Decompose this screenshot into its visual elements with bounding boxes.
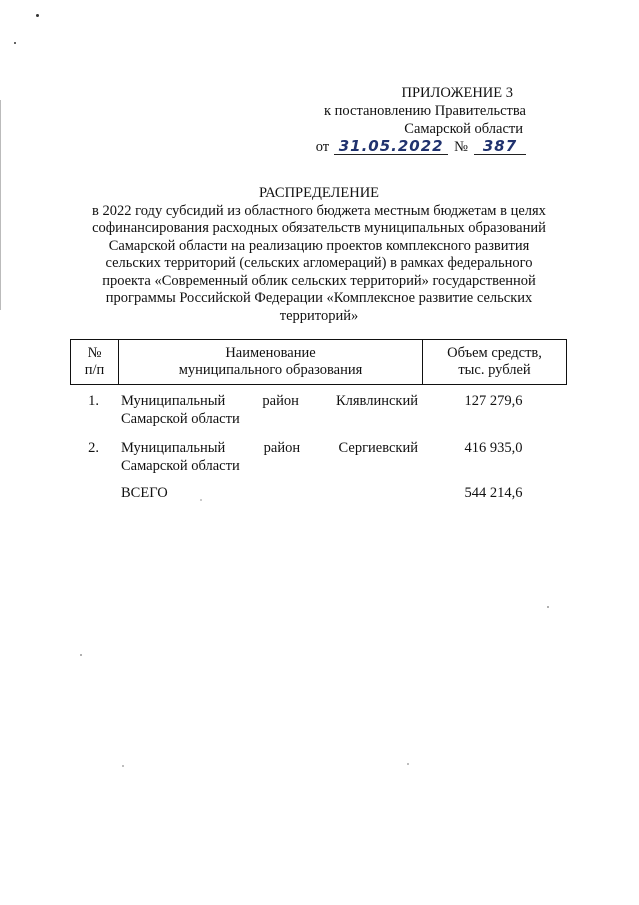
header-number-line2: п/п	[84, 362, 105, 378]
row-name	[117, 440, 420, 475]
handwritten-date: 31.05.2022	[334, 138, 448, 155]
document-heading	[70, 185, 568, 325]
heading-title: РАСПРЕДЕЛЕНИЕ	[258, 185, 380, 201]
header-amount	[423, 340, 566, 384]
row-name-word: Муниципальный	[121, 440, 226, 456]
heading-line: в 2022 году субсидий из областного бюджета местным бюджетам в целях	[92, 202, 546, 219]
heading-line: Самарской области на реализацию проектов комплексного развития	[108, 237, 530, 254]
row-name-word: Клявлинский	[335, 393, 418, 409]
appendix-title: ПРИЛОЖЕНИЕ 3	[401, 85, 513, 101]
header-number	[71, 340, 119, 384]
appendix-signature-row	[316, 138, 526, 156]
row-amount: 416 935,0	[464, 440, 523, 456]
header-name	[119, 340, 423, 384]
total-amount: 544 214,6	[464, 485, 523, 501]
row-name	[117, 393, 420, 428]
number-label: №	[454, 139, 468, 155]
row-number: 1.	[88, 393, 99, 409]
appendix-region: Самарской области	[404, 121, 523, 137]
table-body	[70, 393, 567, 503]
row-name-word: район	[262, 393, 299, 409]
header-number-line1: №	[87, 344, 102, 361]
scan-speck	[14, 42, 16, 44]
appendix-header	[316, 84, 526, 156]
row-amount: 127 279,6	[464, 393, 523, 409]
total-label: ВСЕГО	[121, 485, 168, 501]
handwritten-number: 387	[474, 138, 526, 155]
appendix-resolution: к постановлению Правительства	[324, 103, 526, 119]
from-label: от	[315, 139, 330, 155]
heading-line: проекта «Современный облик сельских территорий» государственной	[102, 272, 536, 289]
distribution-table	[70, 339, 567, 503]
table-header	[70, 339, 567, 385]
scan-speck	[122, 765, 124, 767]
row-name-word: Муниципальный	[121, 393, 226, 409]
table-row	[70, 440, 567, 475]
header-name-line2: муниципального образования	[178, 362, 363, 378]
header-amount-line2: тыс. рублей	[458, 362, 531, 378]
row-name-line2: Самарской области	[121, 457, 240, 474]
scan-speck	[407, 763, 409, 765]
row-name-word: Сергиевский	[338, 440, 418, 456]
scan-speck	[80, 654, 82, 656]
table-total-row	[70, 485, 567, 503]
scan-speck	[36, 14, 39, 17]
heading-line: территорий»	[279, 307, 359, 324]
row-name-word: район	[263, 440, 301, 456]
heading-line: софинансирования расходных обязательств муниципальных образований	[92, 220, 546, 236]
header-name-line1: Наименование	[225, 344, 316, 361]
row-name-line2: Самарской области	[121, 410, 240, 427]
header-amount-line1: Объем средств,	[447, 344, 542, 361]
scan-edge-mark	[0, 100, 1, 310]
heading-line: программы Российской Федерации «Комплексное развитие сельских	[105, 290, 533, 306]
row-number: 2.	[88, 440, 99, 456]
scan-speck	[547, 606, 549, 608]
table-row	[70, 393, 567, 428]
heading-line: сельских территорий (сельских агломераций) в рамках федерального	[105, 255, 533, 271]
